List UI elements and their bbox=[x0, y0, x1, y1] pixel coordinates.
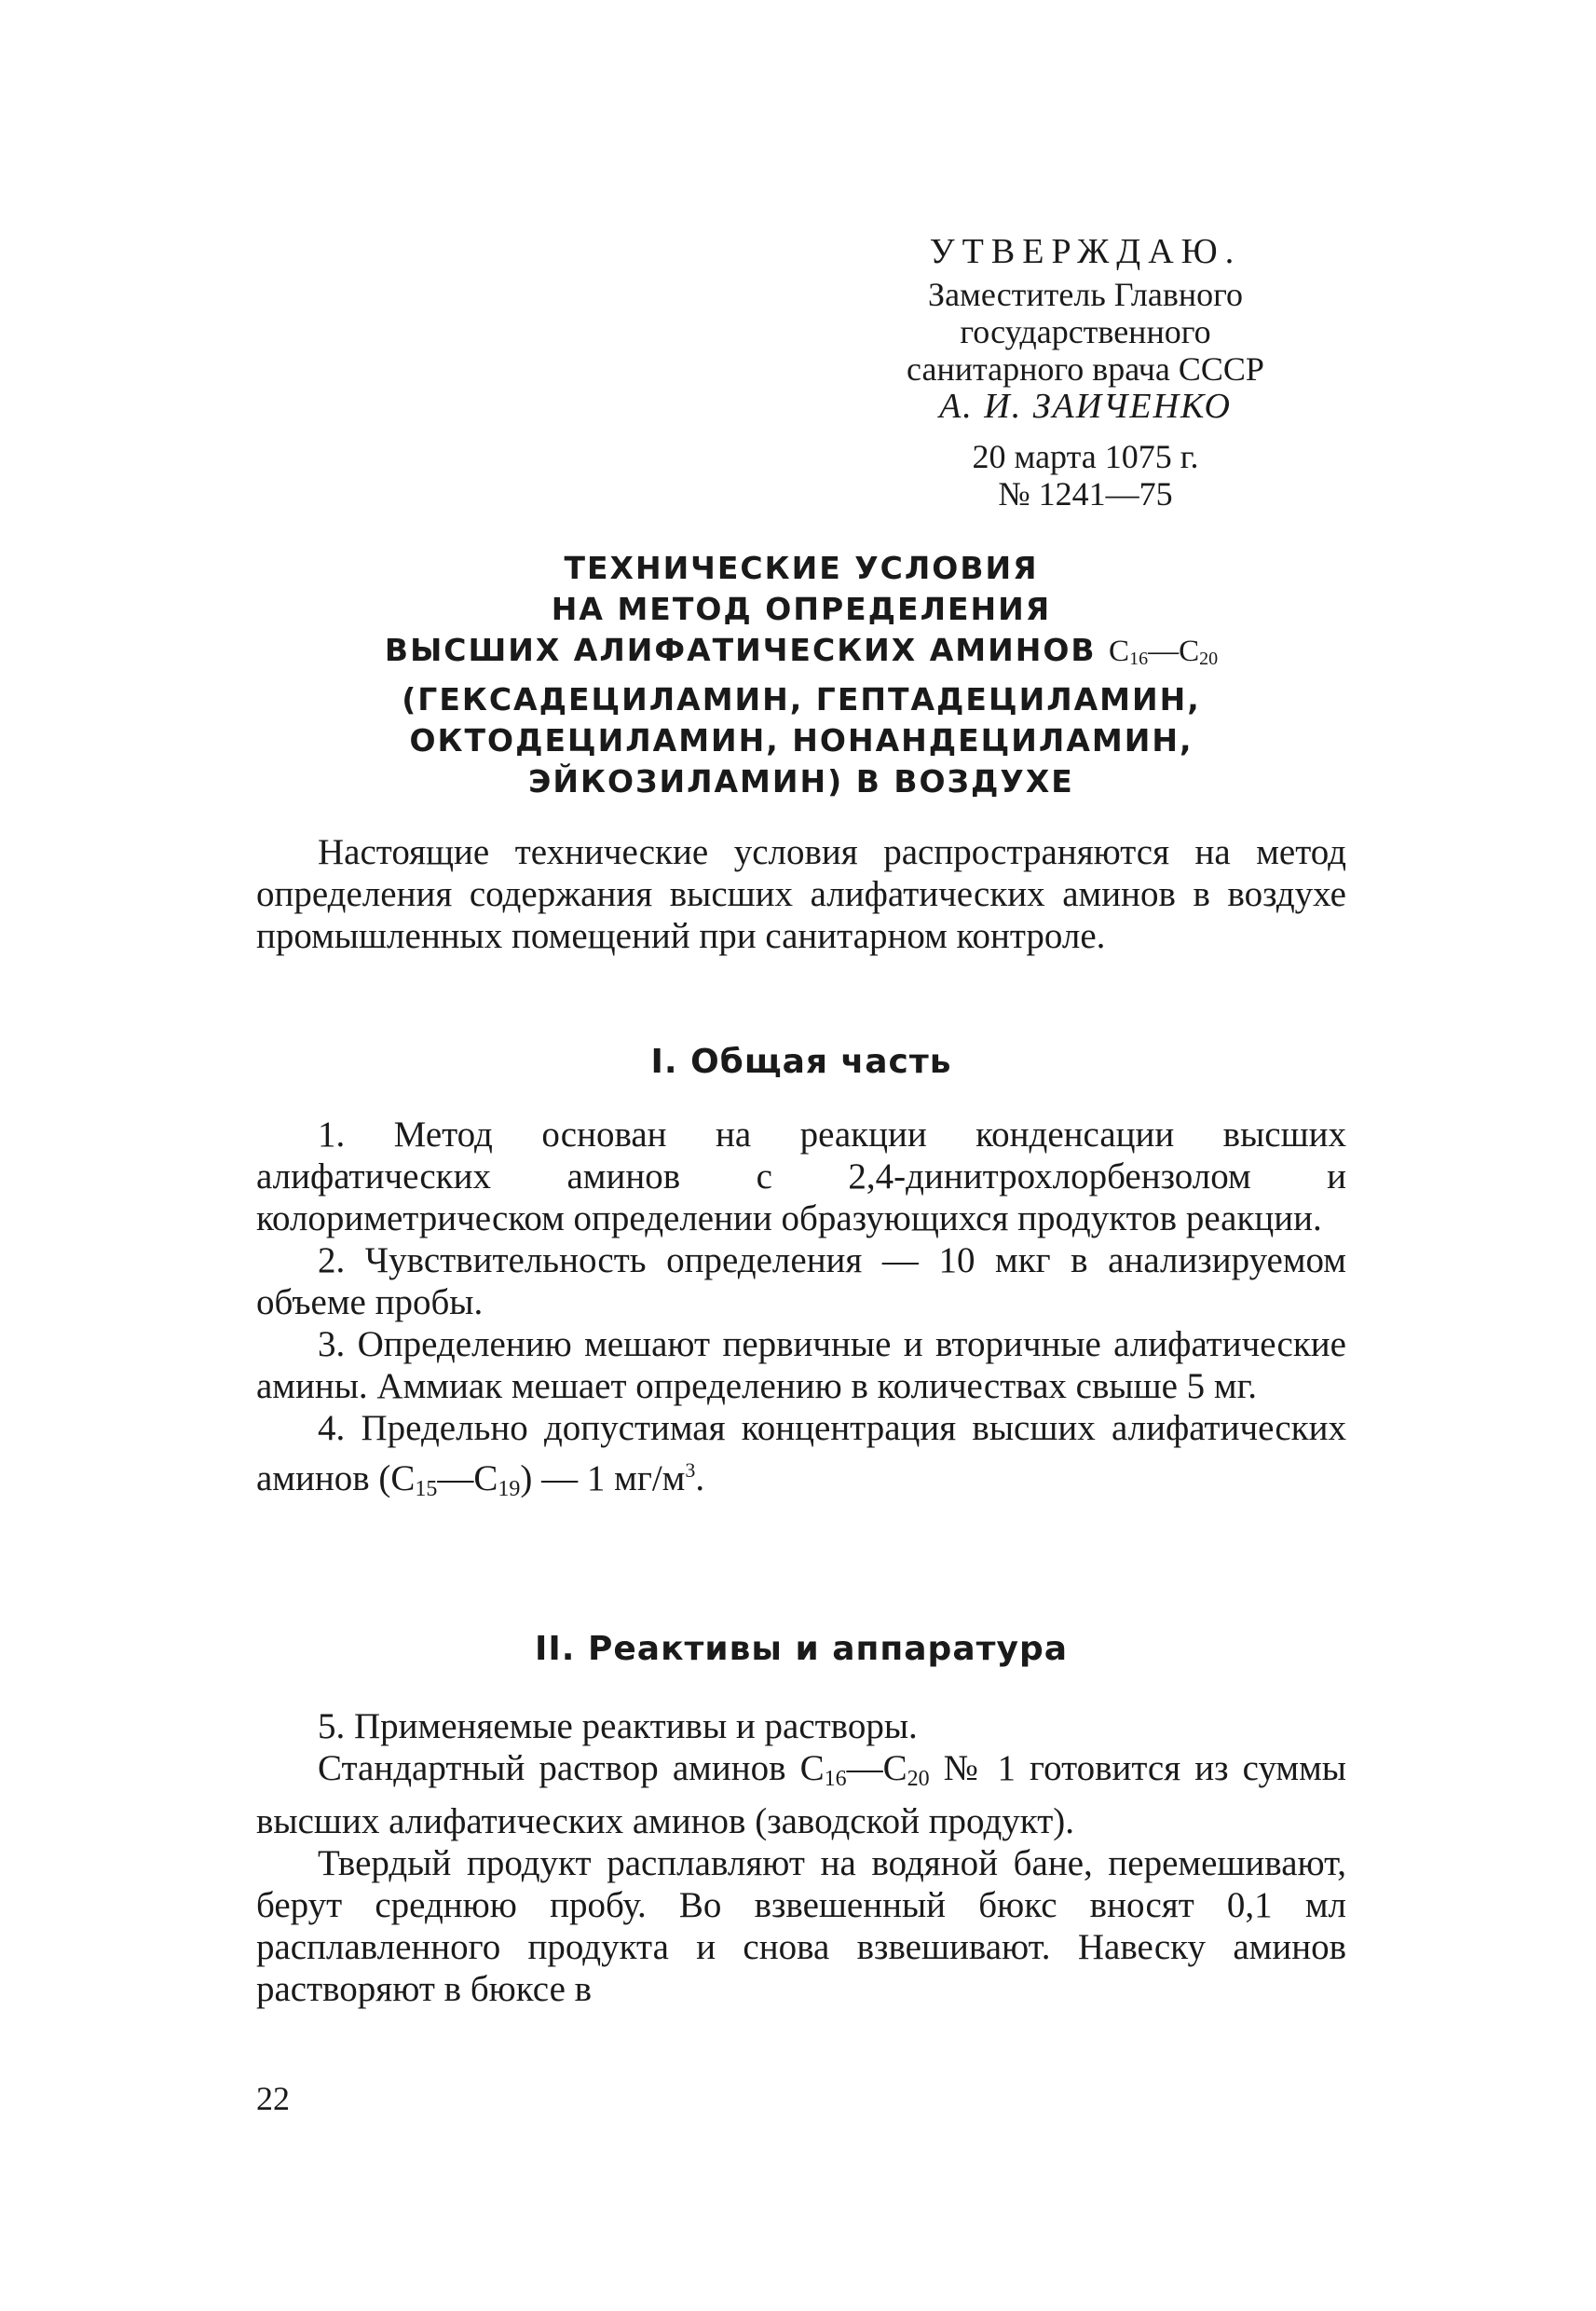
approval-date: 20 марта 1075 г. bbox=[972, 438, 1199, 475]
s2p2-sub-1: 16 bbox=[824, 1767, 847, 1791]
p4-sub-2: 19 bbox=[498, 1477, 521, 1501]
title-line-3-text: ВЫСШИХ АЛИФАТИЧЕСКИХ АМИНОВ bbox=[384, 632, 1097, 668]
section-1-heading: I. Общая часть bbox=[650, 1043, 952, 1081]
intro-paragraph: Настоящие технические условия распространяются на метод определения содержания высших алифатических аминов в воздухе промышленных помещений при санитарном контроле. bbox=[256, 832, 1346, 956]
title-line-4: (ГЕКСАДЕЦИЛАМИН, ГЕПТАДЕЦИЛАМИН, bbox=[402, 681, 1201, 718]
section-1-paragraph-1: 1. Метод основан на реакции конденсации высших алифатических аминов с 2,4-динитрохлорбензолом и колориметрическом определении образующихся продуктов реакции. bbox=[256, 1114, 1346, 1238]
s2p2-start: Стандартный раствор аминов C bbox=[318, 1748, 825, 1788]
section-2-body bbox=[256, 1705, 1346, 2010]
approval-number: № 1241—75 bbox=[998, 475, 1173, 513]
title-formula-sub-1: 16 bbox=[1129, 649, 1149, 669]
p4-tail: . bbox=[695, 1458, 705, 1498]
approval-block bbox=[866, 233, 1304, 513]
approval-position-line-2: государственного bbox=[960, 313, 1211, 350]
approval-position-line-1: Заместитель Главного bbox=[928, 276, 1243, 313]
title-line-1: ТЕХНИЧЕСКИЕ УСЛОВИЯ bbox=[564, 550, 1039, 586]
title-formula-c1: C bbox=[1109, 635, 1130, 668]
title-line-5: ОКТОДЕЦИЛАМИН, НОНАНДЕЦИЛАМИН, bbox=[409, 722, 1194, 759]
title-formula bbox=[1109, 635, 1218, 668]
approval-position-line-3: санитарного врача СССР bbox=[907, 350, 1264, 388]
section-1-paragraph-4 bbox=[256, 1407, 1346, 1511]
approval-heading: УТВЕРЖДАЮ. bbox=[929, 232, 1242, 271]
section-2-paragraph-2 bbox=[256, 1747, 1346, 1842]
title-formula-sub-2: 20 bbox=[1199, 649, 1219, 669]
intro-section bbox=[256, 831, 1346, 957]
p4-end: ) — 1 мг/м bbox=[520, 1458, 686, 1498]
section-2-paragraph-1: 5. Применяемые реактивы и растворы. bbox=[318, 1706, 918, 1746]
title-line-2: НА МЕТОД ОПРЕДЕЛЕНИЯ bbox=[551, 591, 1052, 627]
section-2-paragraph-3: Твердый продукт расплавляют на водяной бане, перемешивают, берут среднюю пробу. Во взвешенный бюкс вносят 0,1 мл расплавленного продукта и снова взвешивают. Навеску аминов растворяют в бюксе в bbox=[256, 1843, 1346, 2009]
s2p2-mid: —C bbox=[846, 1748, 907, 1788]
document-title bbox=[307, 548, 1295, 802]
s2p2-end: № 1 готовится из суммы высших алифатических аминов (заводской продукт). bbox=[256, 1748, 1346, 1841]
title-formula-dash: —C bbox=[1148, 635, 1200, 668]
s2p2-sub-2: 20 bbox=[907, 1767, 930, 1791]
section-1-paragraph-3: 3. Определению мешают первичные и вторичные алифатические амины. Аммиак мешает определению в количествах свыше 5 мг. bbox=[256, 1324, 1346, 1406]
title-line-3 bbox=[307, 630, 1295, 679]
section-2-heading: II. Реактивы и аппаратура bbox=[534, 1630, 1069, 1668]
p4-start: 4. Предельно допустимая концентрация высших алифатических аминов (C bbox=[256, 1408, 1346, 1498]
p4-mid: —C bbox=[437, 1458, 498, 1498]
p4-sup: 3 bbox=[685, 1458, 696, 1482]
title-line-6: ЭЙКОЗИЛАМИН) В ВОЗДУХЕ bbox=[528, 763, 1074, 800]
approval-signer: А. И. ЗАИЧЕНКО bbox=[939, 387, 1232, 426]
section-1-paragraph-2: 2. Чувствительность определения — 10 мкг в анализируемом объеме пробы. bbox=[256, 1240, 1346, 1322]
section-1-body bbox=[256, 1114, 1346, 1511]
page-number: 22 bbox=[256, 2080, 290, 2117]
p4-sub-1: 15 bbox=[415, 1477, 438, 1501]
